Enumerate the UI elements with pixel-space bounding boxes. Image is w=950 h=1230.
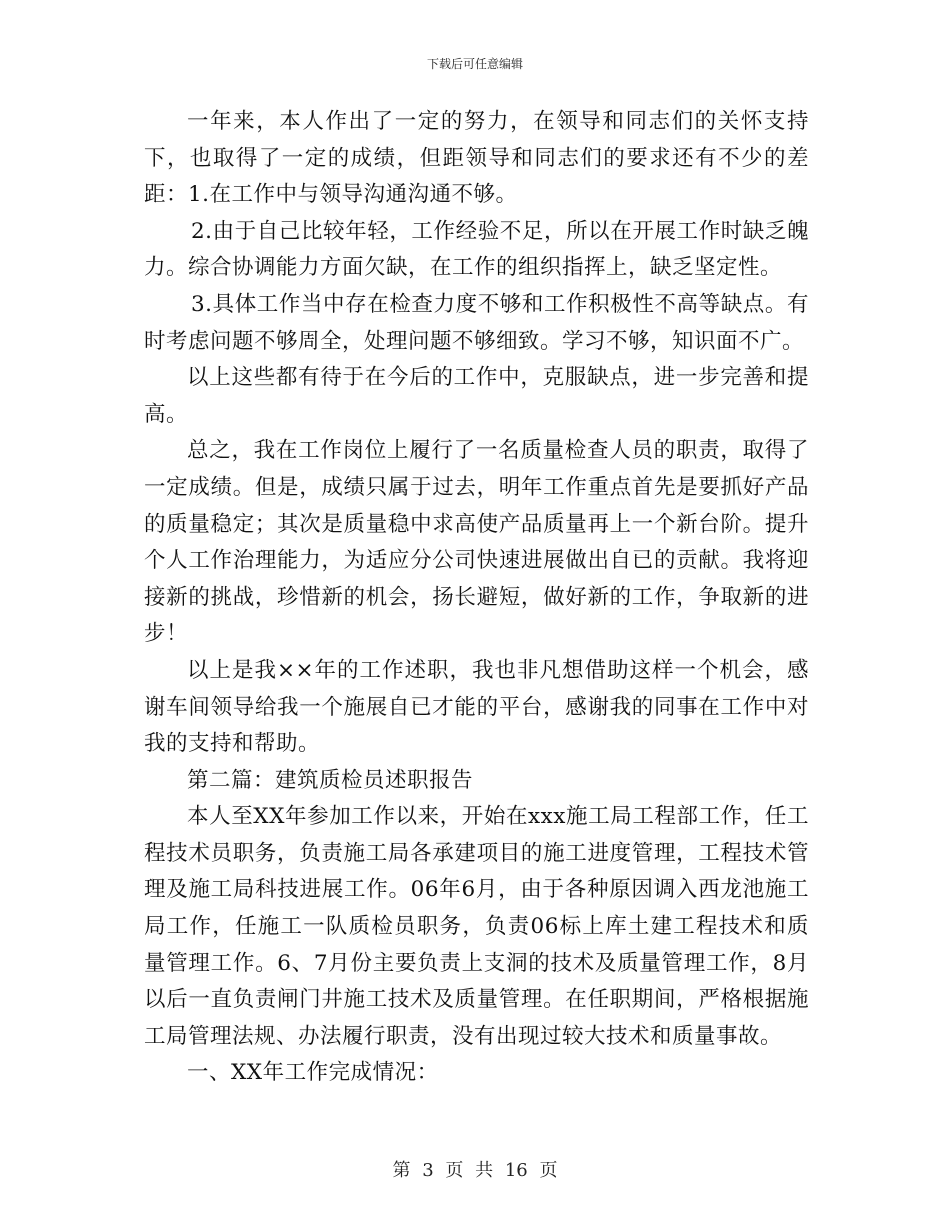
section-heading: 第二篇：建筑质检员述职报告	[187, 767, 474, 793]
page-header: 下载后可任意编辑	[426, 57, 523, 71]
page-footer: 第 3 页 共 16 页	[392, 1160, 558, 1181]
paragraph-shortcoming-2: 2.由于自己比较年轻，工作经验不足，所以在开展工作时缺乏魄力。综合协调能力方面欠缺，在工作的组织指挥上，缺乏坚定性。	[144, 218, 809, 281]
subsection-heading: 一、XX年工作完成情况：	[187, 1060, 439, 1086]
paragraph-thanks: 以上是我××年的工作述职，我也非凡想借助这样一个机会，感谢车间领导给我一个施展自已才能的平台，感谢我的同事在工作中对我的支持和帮助。	[144, 657, 809, 757]
paragraph-career-background: 本人至XX年参加工作以来，开始在xxx施工局工程部工作，任工程技术员职务，负责施工局各承建项目的施工进度管理，工程技术管理及施工局科技进展工作。06年6月，由于各种原因调入西龙池施工局工作，任施工一队质检员职务，负责06标上库土建工程技术和质量管理工作。6、7月份主要负责上支洞的技术及质量管理工作，8月以后一直负责闸门井施工技术及质量管理。在任职期间，严格根据施工局管理法规、办法履行职责，没有出现过较大技术和质量事故。	[144, 804, 809, 1049]
document-body	[144, 104, 809, 1092]
paragraph-summary-intro: 一年来，本人作出了一定的努力，在领导和同志们的关怀支持下，也取得了一定的成绩，但距领导和同志们的要求还有不少的差距：1.在工作中与领导沟通沟通不够。	[144, 109, 809, 208]
paragraph-improvement: 以上这些都有待于在今后的工作中，克服缺点，进一步完善和提高。	[144, 365, 809, 427]
paragraph-shortcoming-3: 3.具体工作当中存在检查力度不够和工作积极性不高等缺点。有时考虑问题不够周全，处理问题不够细致。学习不够，知识面不广。	[144, 291, 809, 354]
paragraph-conclusion: 总之，我在工作岗位上履行了一名质量检查人员的职责，取得了一定成绩。但是，成绩只属于过去，明年工作重点首先是要抓好产品的质量稳定；其次是质量稳中求高使产品质量再上一个新台阶。提升个人工作治理能力，为适应分公司快速进展做出自已的贡献。我将迎接新的挑战，珍惜新的机会，扬长避短，做好新的工作，争取新的进步！	[144, 438, 809, 647]
